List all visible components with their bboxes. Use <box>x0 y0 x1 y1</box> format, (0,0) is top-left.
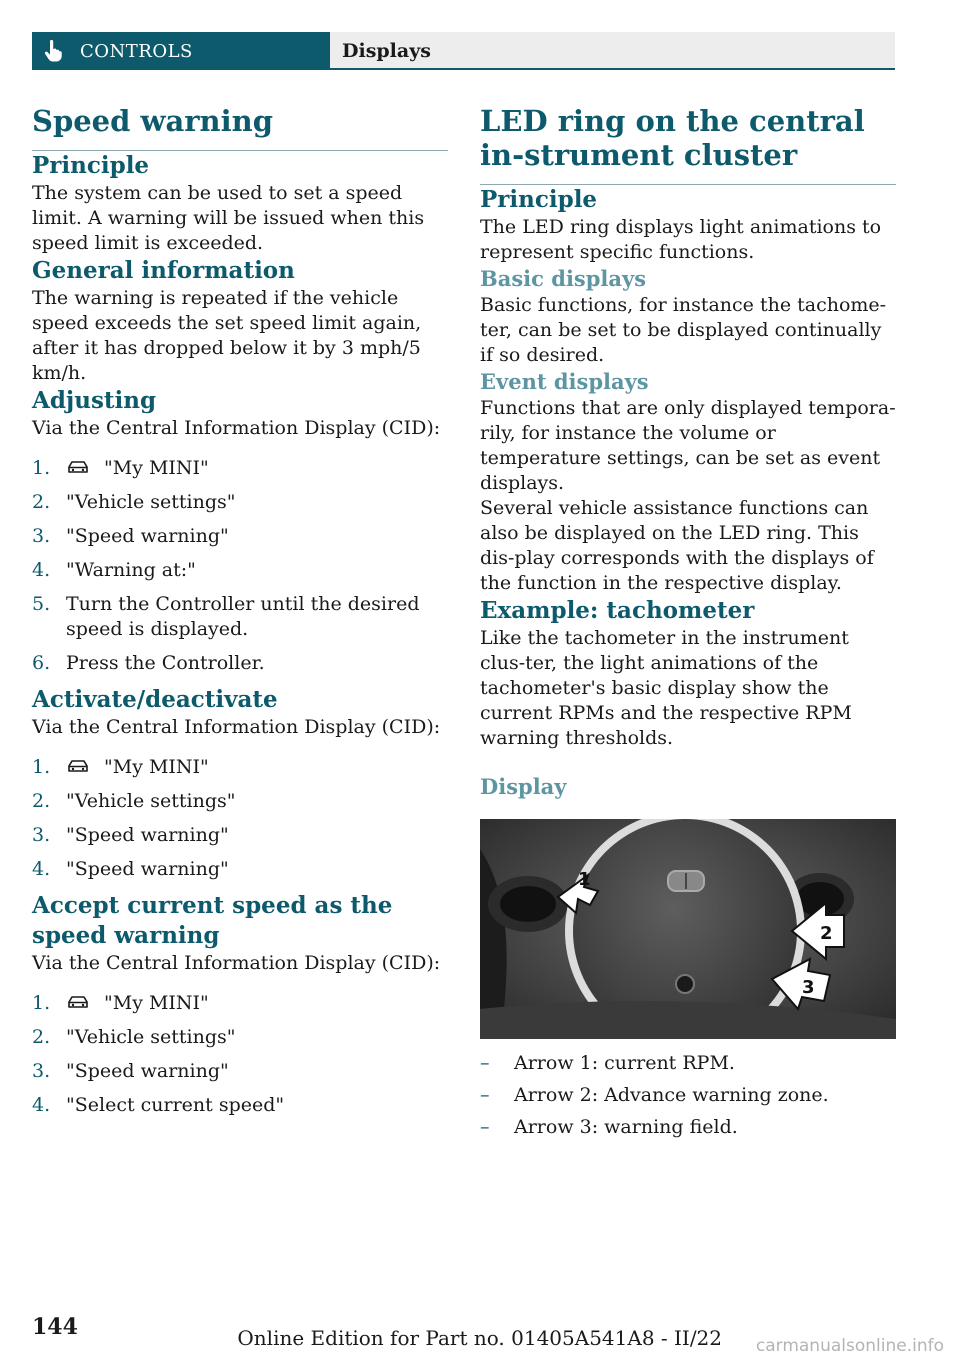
dash: – <box>480 1052 490 1074</box>
legend-text: Arrow 1: current RPM. <box>514 1052 735 1074</box>
display-heading: Display <box>480 774 567 799</box>
step-number: 2. <box>32 1026 51 1048</box>
list-item <box>32 789 448 814</box>
list-item <box>32 857 448 882</box>
page-header <box>32 32 895 70</box>
led-principle-text: The LED ring displays light animations to represent specific functions. <box>480 216 882 263</box>
list-item <box>480 1083 896 1108</box>
step-number: 3. <box>32 525 51 547</box>
step-number: 2. <box>32 790 51 812</box>
list-item <box>32 558 448 583</box>
step-text: "Speed warning" <box>66 858 229 880</box>
callout-1: 1 <box>578 869 591 890</box>
step-text: Turn the Controller until the desired speed is displayed. <box>66 593 420 640</box>
list-item <box>480 1051 896 1076</box>
list-item <box>32 1093 448 1118</box>
list-item <box>32 823 448 848</box>
led-principle-heading: Principle <box>480 186 598 213</box>
list-item <box>32 524 448 549</box>
step-text <box>66 755 209 780</box>
step-text: "Vehicle settings" <box>66 491 236 513</box>
callout-2: 2 <box>820 923 833 944</box>
example-text: Like the tachometer in the instrument clus-ter, the light animations of the tachometer's basic display show the current RPMs and the respective RPM warning thresholds. <box>480 627 852 749</box>
basic-displays-heading: Basic displays <box>480 266 647 291</box>
callout-3: 3 <box>802 977 815 998</box>
step-number: 1. <box>32 756 51 778</box>
step-text: "Vehicle settings" <box>66 790 236 812</box>
list-item <box>32 651 448 676</box>
list-item <box>480 1115 896 1140</box>
accept-intro: Via the Central Information Display (CID): <box>32 952 441 974</box>
step-number: 6. <box>32 652 51 674</box>
step-text <box>66 456 209 481</box>
step-number: 4. <box>32 559 51 581</box>
step-label: "My MINI" <box>104 756 209 778</box>
event-displays-text-2: Several vehicle assistance functions can also be displayed on the LED ring. This dis-play corresponds with the displays of the function in the respective display. <box>480 497 874 594</box>
step-number: 5. <box>32 593 51 615</box>
led-ring-photo <box>480 819 896 1039</box>
dash: – <box>480 1116 490 1138</box>
page-number: 144 <box>32 1314 78 1340</box>
dash: – <box>480 1084 490 1106</box>
section-label: Displays <box>330 32 895 70</box>
step-text: "Vehicle settings" <box>66 1026 236 1048</box>
car-icon <box>66 995 90 1009</box>
legend-text: Arrow 3: warning field. <box>514 1116 738 1138</box>
principle-heading: Principle <box>32 152 150 179</box>
list-item <box>32 755 448 780</box>
adjusting-heading: Adjusting <box>32 387 157 414</box>
chapter-tab[interactable] <box>32 32 330 70</box>
step-number: 3. <box>32 824 51 846</box>
list-item <box>32 991 448 1016</box>
step-label: "My MINI" <box>104 992 209 1014</box>
activate-steps <box>32 755 448 882</box>
adjusting-intro: Via the Central Information Display (CID): <box>32 417 441 439</box>
led-ring-title: LED ring on the central in-strument cluster <box>480 104 896 185</box>
step-number: 2. <box>32 491 51 513</box>
watermark: carmanualsonline.info <box>755 1336 944 1356</box>
basic-displays-text: Basic functions, for instance the tachome-ter, can be set to be displayed continually if so desired. <box>480 294 887 366</box>
chapter-label: CONTROLS <box>80 40 193 62</box>
example-heading: Example: tachometer <box>480 597 755 624</box>
step-number: 4. <box>32 1094 51 1116</box>
general-text: The warning is repeated if the vehicle speed exceeds the set speed limit again, after it has dropped below it by 3 mph/5 km/h. <box>32 287 422 384</box>
edition-text: Online Edition for Part no. 01405A541A8 - II/22 <box>237 1326 722 1350</box>
header-rule <box>330 68 895 70</box>
left-column <box>32 104 448 1127</box>
step-text: Press the Controller. <box>66 652 265 674</box>
list-item <box>32 456 448 481</box>
legend-text: Arrow 2: Advance warning zone. <box>514 1084 829 1106</box>
step-label: "My MINI" <box>104 457 209 479</box>
step-number: 1. <box>32 992 51 1014</box>
right-column <box>480 104 896 1147</box>
hand-pointer-icon <box>44 40 62 62</box>
step-number: 4. <box>32 858 51 880</box>
speed-warning-title: Speed warning <box>32 104 448 151</box>
step-text: "Speed warning" <box>66 824 229 846</box>
principle-text: The system can be used to set a speed limit. A warning will be issued when this speed limit is exceeded. <box>32 182 425 254</box>
list-item <box>32 1025 448 1050</box>
step-text: "Select current speed" <box>66 1094 285 1116</box>
event-displays-text-1: Functions that are only displayed tempora-rily, for instance the volume or temperature settings, can be set as event displays. <box>480 397 896 494</box>
car-icon <box>66 759 90 773</box>
accept-heading: Accept current speed as the speed warning <box>32 892 393 949</box>
step-text: "Speed warning" <box>66 525 229 547</box>
step-number: 3. <box>32 1060 51 1082</box>
general-heading: General information <box>32 257 295 284</box>
list-item <box>32 1059 448 1084</box>
list-item <box>32 592 448 642</box>
activate-intro: Via the Central Information Display (CID): <box>32 716 441 738</box>
list-item <box>32 490 448 515</box>
accept-steps <box>32 991 448 1118</box>
step-text: "Speed warning" <box>66 1060 229 1082</box>
event-displays-heading: Event displays <box>480 369 649 394</box>
step-text <box>66 991 209 1016</box>
arrow-legend <box>480 1051 896 1140</box>
adjusting-steps <box>32 456 448 676</box>
activate-heading: Activate/deactivate <box>32 686 278 713</box>
step-text: "Warning at:" <box>66 559 196 581</box>
car-icon <box>66 460 90 474</box>
step-number: 1. <box>32 457 51 479</box>
